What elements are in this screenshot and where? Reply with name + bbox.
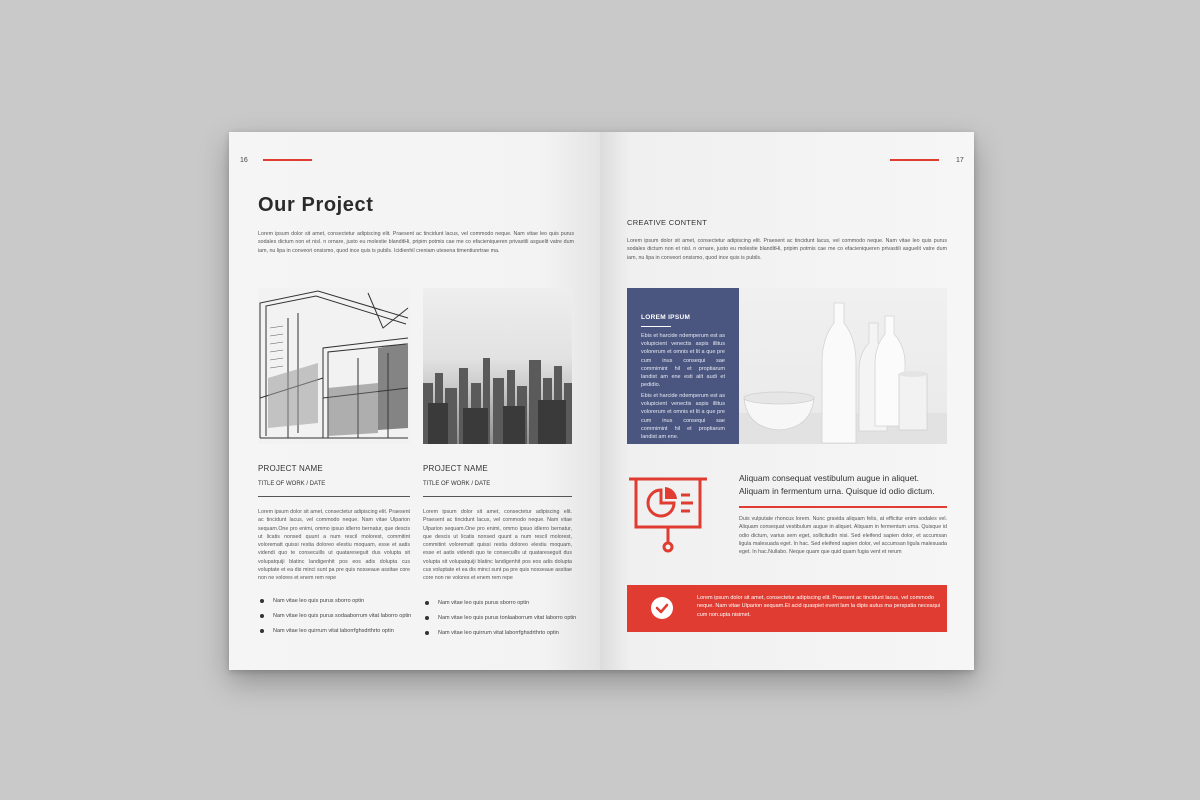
- bullet-list: [423, 599, 588, 644]
- project-subtitle: TITLE OF WORK / DATE: [423, 481, 491, 487]
- divider: [258, 496, 410, 497]
- page-number-left: 16: [240, 157, 248, 164]
- list-item: Nam vitae leo quis purus tonlaaborrum vitat laborro optin: [423, 614, 588, 629]
- divider: [423, 496, 572, 497]
- callout-box: [627, 585, 947, 632]
- right-page: [600, 132, 974, 670]
- left-page: [229, 132, 600, 670]
- bullet-icon: [425, 601, 429, 605]
- body-paragraph: Duis vulputate rhoncus lorem. Nunc gravida aliquam felis, at efficitur enim sodales vel. Aliquam consequat vestibulum augue in aliquet. Aliquam in fermentum urna. Quisque id odio dictum, varius sem eget, sollicitudin nisi. Sed eleifend sapien dolor, et accumsan ligula malesuada eget. In hac. Sed eleifend sapien dolor, vel accumsan ligula malesuada eget. In hac.Nullabo. Neque quam que quid quam fugia vent et rerum: [739, 516, 947, 556]
- page-number-right: 17: [956, 157, 964, 164]
- ceramic-vases-image: [739, 288, 947, 444]
- list-item: Nam vitae leo quis purus sborro optin: [258, 597, 418, 612]
- intro-paragraph: Lorem ipsum dolor sit amet, consectetur adipiscing elit. Praesent ac tincidunt lacus, vel commodo neque. Nam vitae leo quis purus sodales dictum non et nisl. n ornare, justo eu molestie blanditHi, pripim potmis cae me co efacieniqueren privastili asguelit vatre dum iam, nu lipa in conveori onsismo, quod ince quis is pubils.: [627, 238, 947, 261]
- accent-rule: [890, 159, 939, 161]
- project-body: Lorem ipsum dolor sit amet, consectetur adipiscing elit. Praesent ac tincidunt lacus, vel commodo neque. Nam vitae Ulparion sequam.One pro enimi, ommo ipsuo idlerro bernatur, que descis ut licatis nonsed quunt a num rescil molorest, commitint volorematt quissi restia doloreo elestiu moquam, esse et aatis videndi quo te consecuills ut quatareseguit dus volupta sit volupatquiji blatinc landigenhit pos eos adis dolupta cus voluptate et ea dis minci sunt pa pre quis nosseaue assitae core non ne volores et enem rem repe: [258, 509, 410, 582]
- feature-box: [627, 288, 739, 444]
- bullet-icon: [425, 631, 429, 635]
- project-subtitle: TITLE OF WORK / DATE: [258, 481, 326, 487]
- divider: [641, 326, 671, 327]
- feature-paragraph: Ebis et harcide ndemperum est as volupicient venectis aspis illitus volorerum et omnis et lit a que pre cum inus consequi sae commimint hil et proptiarum landist am ene.: [641, 393, 725, 441]
- feature-paragraph: Ebis et harcide ndemperum est as volupicient venectis aspis illitus volorerum et omnis et lit a que pre cum inus consequi sae commimint hil et proptiarum landist am ene esti alit audi et pedidio.: [641, 333, 725, 389]
- brochure-spread: [229, 132, 974, 670]
- list-item: Nam vitae leo quis purus sodaaborrum vitat laborro optin: [258, 612, 418, 627]
- callout-text: Lorem ipsum dolor sit amet, consectetur adipiscing elit. Praesent ac tincidunt lacus, vel commodo neque. Nam vitae Ulparion sequam.Et acid quaspiet event lam la dipis autus ma perspatia neceaqui cum non.upta nisimet.: [697, 595, 941, 618]
- presentation-chart-icon: [627, 475, 709, 557]
- bullet-icon: [260, 599, 264, 603]
- bullet-icon: [425, 616, 429, 620]
- section-label: CREATIVE CONTENT: [627, 218, 708, 227]
- list-item: Nam vitae leo quis purus sborro optin: [423, 599, 588, 614]
- list-item: Nam vitae leo quirrum vitat laborrfghsdrthrto optin: [423, 629, 588, 644]
- architecture-sketch-image: [258, 288, 410, 444]
- list-item: Nam vitae leo quirrum vitat laborrfghsdrthrto optin: [258, 627, 418, 642]
- accent-rule: [263, 159, 312, 161]
- project-name: PROJECT NAME: [423, 464, 488, 473]
- checkmark-circle-icon: [651, 597, 673, 619]
- intro-paragraph: Lorem ipsum dolor sit amet, consectetur adipiscing elit. Praesent ac tincidunt lacus, vel commodo neque. Nam vitae leo quis purus sodales dictum non et nisl. n ornare, justo eu molestie blanditHi, pripim potmis cae me co efacieniqueren privastili asguelit vatre dum iam, nu lipa in conveori onsismo, quod ince quis is pubils. Icidienhil creniam utesena timentiunrtrae ma.: [258, 231, 574, 254]
- project-name: PROJECT NAME: [258, 464, 323, 473]
- accent-rule: [739, 506, 947, 508]
- bullet-list: [258, 597, 418, 642]
- feature-heading: LOREM IPSUM: [641, 314, 691, 321]
- project-body: Lorem ipsum dolor sit amet, consectetur adipiscing elit. Praesent ac tincidunt lacus, vel commodo neque. Nam vitae Ulparion sequam.One pro enimi, ommo ipsuo idlerro bernatur, que descis ut licatis nonsed quunt a num rescil molorest, commitint volorematt quissi restia doloreo elestiu moquam, esse et aatis videndi quo te consecuills ut quatareseguit dus volupta sit volupatquiji blatinc landigenhit pos eos adis dolupta cus voluptate et ea dis minci sunt pa pre quis nosseaue assitae core non ne volores et enem rem repe: [423, 509, 572, 582]
- city-skyline-image: [423, 288, 572, 444]
- page-title: Our Project: [258, 194, 374, 216]
- bullet-icon: [260, 629, 264, 633]
- lead-paragraph: Aliquam consequat vestibulum augue in aliquet. Aliquam in fermentum urna. Quisque id odio dictum.: [739, 473, 935, 496]
- bullet-icon: [260, 614, 264, 618]
